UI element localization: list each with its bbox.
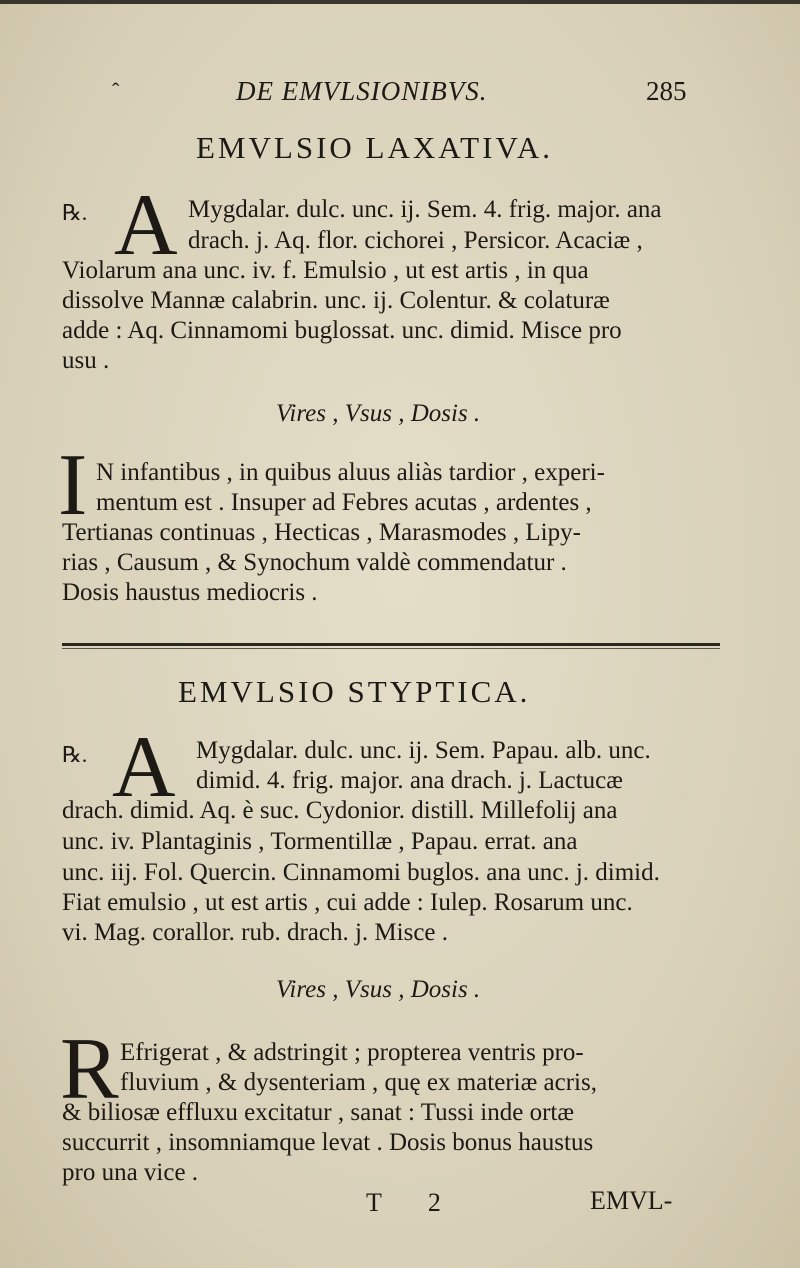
recipe-line: unc. iv. Plantaginis , Tormentillæ , Papau. errat. ana [62,828,578,855]
body-line: Tertianas continuas , Hecticas , Marasmodes , Lipy- [62,519,581,546]
drop-cap: A [112,719,176,816]
body-line: succurrit , insomniamque levat . Dosis bonus haustus [62,1129,594,1156]
recipe-line: unc. iij. Fol. Quercin. Cinnamomi buglos. ana unc. j. dimid. [62,859,660,886]
recipe-line: vi. Mag. corallor. rub. drach. j. Misce . [62,919,449,946]
recipe-line: Mygdalar. dulc. unc. ij. Sem. Papau. alb. unc. [196,737,651,764]
recipe-symbol: ℞. [62,200,88,225]
subheading: Vires , Vsus , Dosis . [276,976,481,1003]
recipe-line: adde : Aq. Cinnamomi buglossat. unc. dimid. Misce pro [62,317,622,344]
scan-edge [0,0,800,4]
recipe-line: dissolve Mannæ calabrin. unc. ij. Colentur. & colaturæ [62,287,610,314]
drop-cap: A [114,177,178,274]
recipe-line: Fiat emulsio , ut est artis , cui adde : Iulep. Rosarum unc. [62,889,633,916]
body-line: N infantibus , in quibus aluus aliàs tardior , experi- [96,459,605,486]
divider-rule [62,643,720,646]
body-line: mentum est . Insuper ad Febres acutas , ardentes , [96,489,592,516]
subheading: Vires , Vsus , Dosis . [276,400,481,427]
recipe-line: Violarum ana unc. iv. f. Emulsio , ut est artis , in qua [62,257,589,284]
body-line: Efrigerat , & adstringit ; propterea ventris pro- [120,1039,584,1066]
recipe-symbol: ℞. [62,742,88,767]
body-line: pro una vice . [62,1159,199,1186]
drop-cap: I [58,437,88,534]
page-number: 285 [646,76,687,106]
section-title-styptica: EMVLSIO STYPTICA. [178,674,531,709]
recipe-line: drach. dimid. Aq. è suc. Cydonior. distill. Millefolij ana [62,797,618,824]
running-title: DE EMVLSIONIBVS. [236,76,488,106]
section-title-laxativa: EMVLSIO LAXATIVA. [196,130,553,165]
recipe-line: dimid. 4. frig. major. ana drach. j. Lactucæ [196,767,623,794]
header-mark: ˆ [112,78,120,103]
body-line: Dosis haustus mediocris . [62,579,318,606]
recipe-line: Mygdalar. dulc. unc. ij. Sem. 4. frig. major. ana [188,196,662,223]
body-line: fluvium , & dysenteriam , quę ex materiæ acris, [120,1069,597,1096]
recipe-line: usu . [62,347,110,374]
body-line: & biliosæ effluxu excitatur , sanat : Tussi inde ortæ [62,1099,575,1126]
signature-mark: T 2 [366,1188,441,1217]
divider-rule [62,648,720,649]
body-line: rias , Causum , & Synochum valdè commendatur . [62,549,567,576]
drop-cap: R [60,1021,119,1118]
catchword: EMVL- [590,1186,673,1215]
recipe-line: drach. j. Aq. flor. cichorei , Persicor. Acaciæ , [188,227,643,254]
